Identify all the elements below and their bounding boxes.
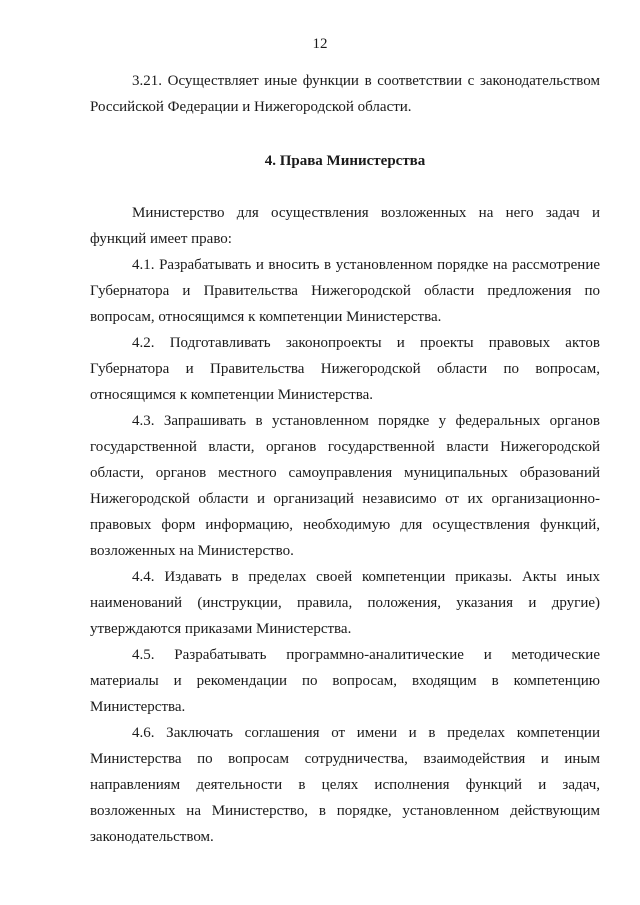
- paragraph-3-21: 3.21. Осуществляет иные функции в соответствии с законодательством Российской Федерации и Нижегородской области.: [90, 73, 600, 115]
- paragraph-intro: Министерство для осуществления возложенных на него задач и функций имеет право:: [90, 205, 600, 247]
- document-body: [90, 68, 600, 850]
- paragraph-4-2: 4.2. Подготавливать законопроекты и проекты правовых актов Губернатора и Правительства Нижегородской области по вопросам, относящимся к компетенции Министерства.: [90, 335, 600, 403]
- paragraph-4-4: 4.4. Издавать в пределах своей компетенции приказы. Акты иных наименований (инструкции, правила, положения, указания и другие) утверждаются приказами Министерства.: [90, 569, 600, 637]
- paragraph-4-1: 4.1. Разрабатывать и вносить в установленном порядке на рассмотрение Губернатора и Правительства Нижегородской области предложения по вопросам, относящимся к компетенции Министерства.: [90, 257, 600, 325]
- paragraph-4-5: 4.5. Разрабатывать программно-аналитические и методические материалы и рекомендации по вопросам, входящим в компетенцию Министерства.: [90, 647, 600, 715]
- section-title: 4. Права Министерства: [264, 153, 426, 169]
- paragraph-4-6: 4.6. Заключать соглашения от имени и в пределах компетенции Министерства по вопросам сотрудничества, взаимодействия и иным направлениям деятельности в целях исполнения функций и задач, возложенных на Министерство, в порядке, установленном действующим законодательством.: [90, 725, 600, 845]
- paragraph-4-3: 4.3. Запрашивать в установленном порядке у федеральных органов государственной власти, органов государственной власти Нижегородской области, органов местного самоуправления муниципальных образований Нижегородской области и организаций независимо от их организационно-правовых форм информацию, необходимую для осуществления функций, возложенных на Министерство.: [90, 413, 600, 559]
- page-number: 12: [312, 36, 328, 52]
